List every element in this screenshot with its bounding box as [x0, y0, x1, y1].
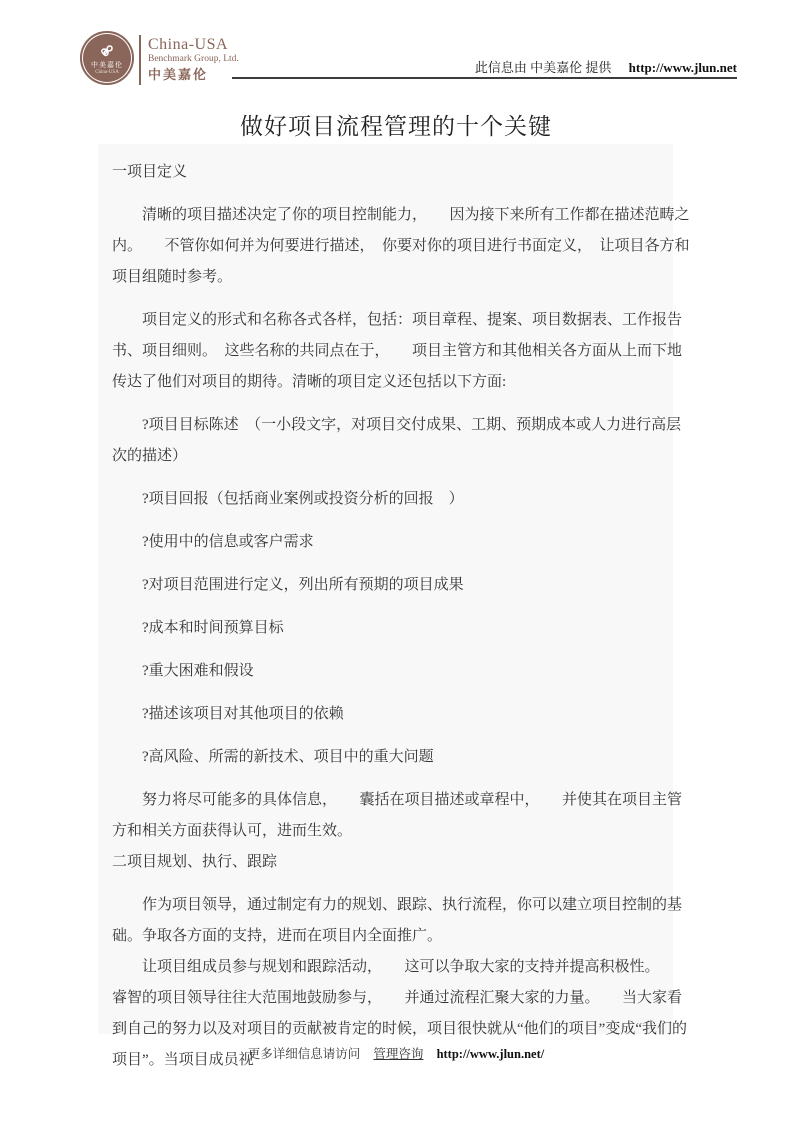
section-heading: 二项目规划、执行、跟踪	[112, 854, 278, 870]
logo-circle-en-text: China-USA	[95, 70, 119, 75]
footer-url-link[interactable]: http://www.jlun.net/	[436, 1047, 545, 1061]
logo-circle-cn-text: 中美嘉伦	[91, 61, 123, 69]
bullet-item: ?描述该项目对其他项目的依赖	[142, 706, 344, 722]
header-url-link[interactable]: http://www.jlun.net	[628, 60, 737, 75]
header-rule	[232, 77, 737, 79]
bullet-item: ?高风险、所需的新技术、项目中的重大问题	[142, 749, 434, 765]
paragraph: 努力将尽可能多的具体信息， 囊括在项目描述或章程中， 并使其在项目主管方和相关方面获得认可，进而生效。	[112, 792, 683, 839]
company-name-cn: 中美嘉伦	[148, 67, 209, 83]
document-body	[112, 157, 692, 1076]
page-footer	[0, 1044, 792, 1062]
logo-divider	[139, 35, 141, 85]
bullet-item: ?成本和时间预算目标	[142, 620, 284, 636]
paragraph: 清晰的项目描述决定了你的项目控制能力， 因为接下来所有工作都在描述范畴之内。 不管你如何并为何要进行描述， 你要对你的项目进行书面定义， 让项目各方和项目组随时参考。	[112, 207, 690, 285]
paragraph: 项目定义的形式和名称各式各样，包括：项目章程、提案、项目数据表、工作报告书、项目细则。 这些名称的共同点在于， 项目主管方和其他相关各方面从上而下地传达了他们对项目的期待。清晰的项目定义还包括以下方面:	[112, 312, 683, 390]
bullet-item: ?项目目标陈述 （一小段文字，对项目交付成果、工期、预期成本或人力进行高层次的描述）	[112, 417, 682, 464]
section-heading: 一项目定义	[112, 164, 188, 180]
bullet-item: ?重大困难和假设	[142, 663, 254, 679]
header-provider-info	[232, 57, 737, 76]
bullet-item: ?对项目范围进行定义，列出所有预期的项目成果	[142, 577, 464, 593]
company-name-en2: Benchmark Group, Ltd.	[148, 54, 239, 65]
footer-prefix-text: 更多详细信息请访问	[247, 1047, 361, 1061]
paragraph: 作为项目领导，通过制定有力的规划、跟踪、执行流程，你可以建立项目控制的基础。争取各方面的支持，进而在项目内全面推广。	[112, 897, 683, 944]
page-title: 做好项目流程管理的十个关键	[240, 114, 552, 139]
footer-consulting-link[interactable]: 管理咨询	[373, 1047, 424, 1061]
company-name-en1: China-USA	[148, 36, 229, 53]
bullet-item: ?项目回报（包括商业案例或投资分析的回报 ）	[142, 491, 464, 507]
company-logo	[80, 31, 134, 85]
triple-swirl-icon	[97, 40, 117, 60]
paragraph: 让项目组成员参与规划和跟踪活动， 这可以争取大家的支持并提高积极性。 睿智的项目领导往往大范围地鼓励参与， 并通过流程汇聚大家的力量。 当大家看到自己的努力以及对项目的贡献被肯定的时候，项目很快就从“他们的项目”变成“我们的项目”。当项目成员视	[112, 959, 687, 1068]
header-provider-text: 此信息由 中美嘉伦 提供	[474, 60, 612, 75]
company-name-block	[148, 36, 239, 83]
bullet-item: ?使用中的信息或客户需求	[142, 534, 314, 550]
